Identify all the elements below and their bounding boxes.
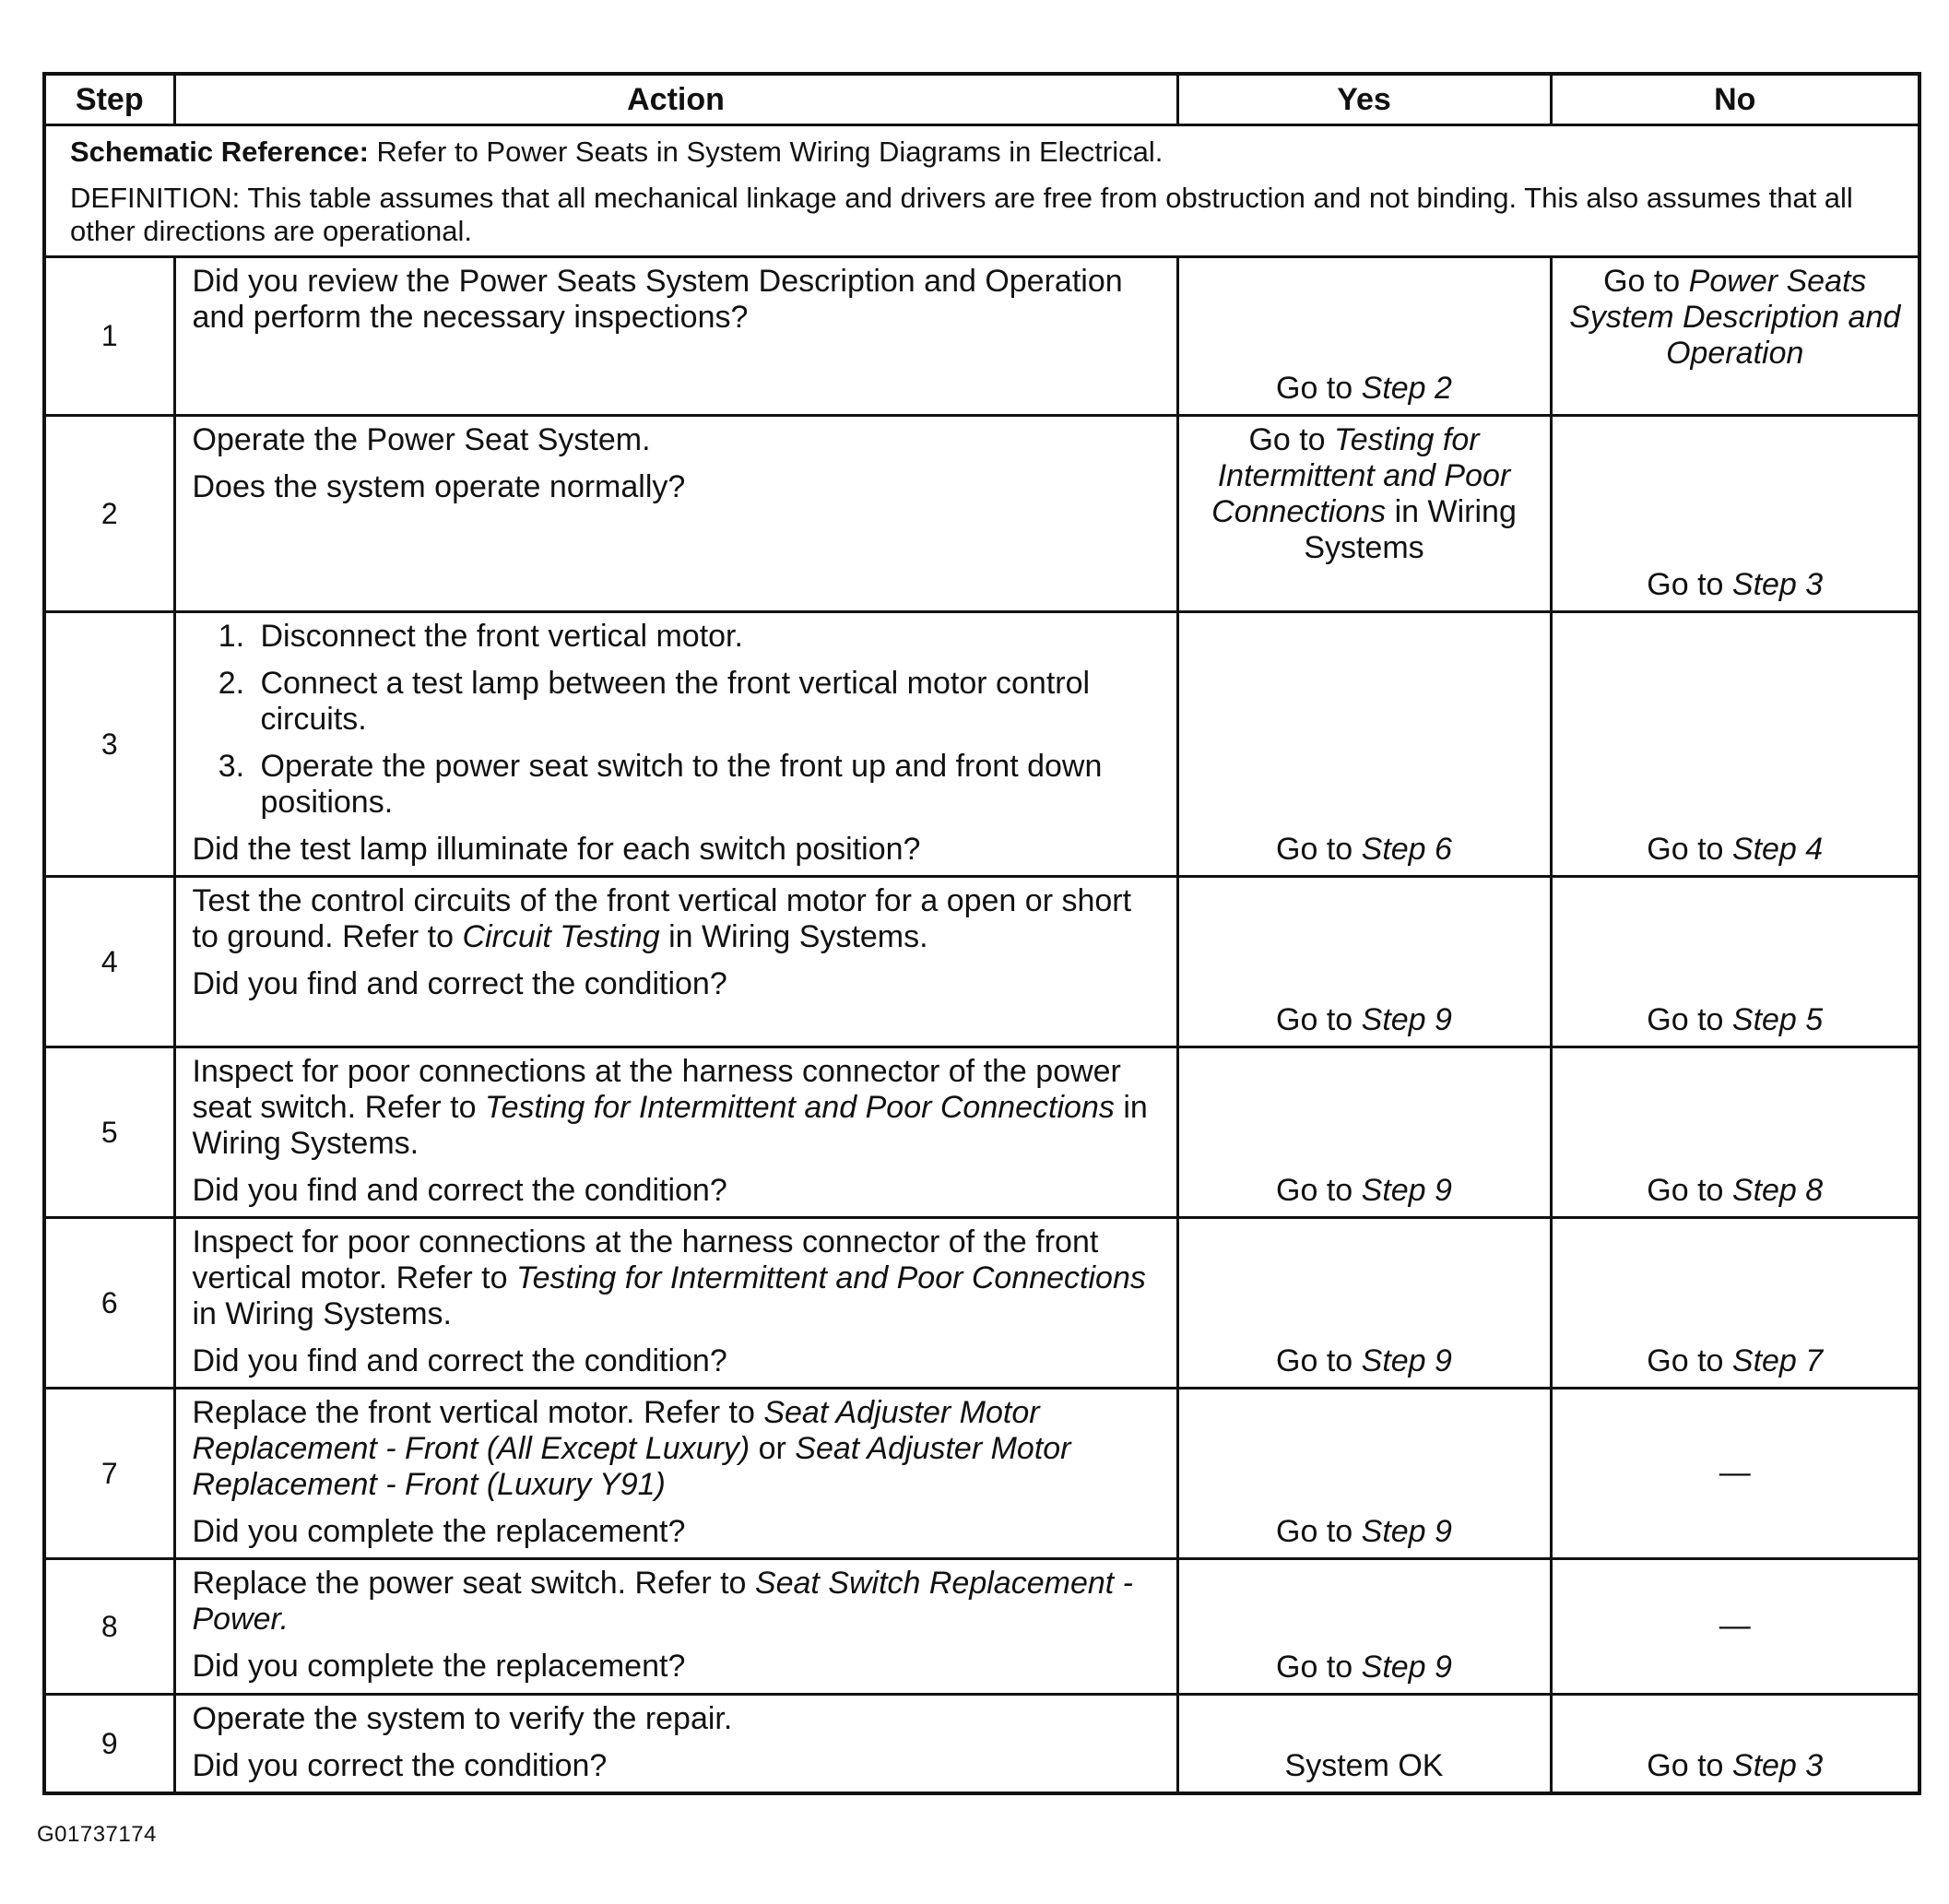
info-cell: [44, 125, 1919, 257]
reference-link-text: Step 9: [1361, 1173, 1452, 1208]
action-step-item: [254, 666, 1160, 738]
text-run: Does the system operate normally?: [192, 469, 686, 504]
text-run: —: [1719, 1454, 1751, 1490]
yes-result-cell: [1177, 612, 1551, 877]
reference-link-text: Seat Adjuster Motor Replacement - Front (Luxury Y91): [192, 1431, 1071, 1502]
yes-result-cell: [1177, 1389, 1551, 1559]
reference-link-text: Testing for Intermittent and Poor Connections: [1211, 422, 1511, 529]
text-run: Go to: [1647, 1173, 1732, 1208]
diagnostic-table: [42, 72, 1921, 1795]
text-run: Go to: [1248, 422, 1335, 457]
info-row: [44, 125, 1919, 257]
schematic-label: Schematic Reference:: [70, 136, 369, 168]
yes-result-cell: [1177, 416, 1551, 612]
action-paragraph: [193, 1701, 1160, 1737]
action-paragraph: [193, 1566, 1160, 1638]
text-run: Did you find and correct the condition?: [192, 966, 727, 1001]
text-run: Did you complete the replacement?: [192, 1649, 686, 1684]
table-row: [44, 1559, 1919, 1695]
reference-link-text: Power Seats System Description and Operation: [1569, 264, 1901, 371]
text-run: Disconnect the front vertical motor.: [260, 619, 743, 654]
header-step: Step: [44, 74, 174, 125]
text-run: in Wiring Systems.: [659, 919, 928, 954]
step-number: 3: [44, 612, 174, 877]
figure-id: G01737174: [37, 1822, 157, 1847]
action-cell: [174, 1559, 1177, 1695]
action-paragraph: [193, 883, 1160, 955]
text-run: Operate the power seat switch to the front up and front down positions.: [260, 749, 1103, 820]
text-run: Go to: [1603, 264, 1689, 299]
yes-result-cell: [1177, 1695, 1551, 1794]
reference-link-text: Step 5: [1731, 1002, 1824, 1037]
text-run: Go to: [1647, 832, 1732, 867]
reference-link-text: Step 9: [1361, 1650, 1452, 1685]
reference-link-text: Testing for Intermittent and Poor Connections: [484, 1090, 1115, 1125]
text-run: Inspect for poor connections at the harness connector of the power seat switch. Refer to: [192, 1054, 1121, 1125]
reference-link-text: Step 7: [1731, 1343, 1824, 1378]
header-yes: Yes: [1177, 74, 1551, 125]
action-cell: [174, 1389, 1177, 1559]
table-row: [44, 1389, 1919, 1559]
action-paragraph: [193, 422, 1160, 458]
step-number: 7: [44, 1389, 174, 1559]
reference-link-text: Step 3: [1731, 567, 1824, 602]
action-cell: [174, 612, 1177, 877]
yes-result-cell: [1177, 877, 1551, 1047]
action-paragraph: [193, 1343, 1160, 1379]
action-paragraph: [193, 1395, 1160, 1503]
header-no: No: [1551, 74, 1919, 125]
no-result-cell: [1551, 1218, 1919, 1389]
action-cell: [174, 877, 1177, 1047]
step-number: 1: [44, 257, 174, 416]
reference-link-text: Step 8: [1731, 1173, 1824, 1208]
schematic-text: Refer to Power Seats in System Wiring Diagrams in Electrical.: [368, 136, 1163, 168]
text-run: Operate the Power Seat System.: [192, 422, 651, 457]
no-result-cell: [1551, 1047, 1919, 1218]
text-run: Did you review the Power Seats System Description and Operation and perform the necessary inspections?: [192, 264, 1123, 335]
text-run: in Wiring Systems.: [192, 1090, 1148, 1161]
reference-link-text: Step 9: [1361, 1002, 1452, 1037]
table-row: [44, 1695, 1919, 1794]
schematic-reference: [70, 136, 1894, 169]
table-row: [44, 1047, 1919, 1218]
text-run: System OK: [1284, 1748, 1444, 1783]
text-run: Go to: [1276, 1343, 1362, 1378]
action-cell: [174, 1047, 1177, 1218]
yes-result-cell: [1177, 1047, 1551, 1218]
text-run: Go to: [1647, 1748, 1732, 1783]
reference-link-text: Seat Switch Replacement - Power.: [192, 1566, 1133, 1637]
reference-link-text: Testing for Intermittent and Poor Connections: [515, 1260, 1146, 1295]
reference-link-text: Step 9: [1361, 1514, 1452, 1549]
no-result-cell: [1551, 1559, 1919, 1695]
yes-result-cell: [1177, 257, 1551, 416]
text-run: Go to: [1647, 1343, 1732, 1378]
yes-result-cell: [1177, 1559, 1551, 1695]
action-cell: [174, 1218, 1177, 1389]
no-result-cell: [1551, 612, 1919, 877]
text-run: Did you find and correct the condition?: [192, 1343, 727, 1378]
table-row: [44, 612, 1919, 877]
text-run: Go to: [1276, 1173, 1362, 1208]
step-number: 4: [44, 877, 174, 1047]
text-run: Go to: [1647, 567, 1732, 602]
text-run: Did the test lamp illuminate for each switch position?: [192, 832, 921, 867]
no-result-cell: [1551, 257, 1919, 416]
header-action: Action: [174, 74, 1177, 125]
text-run: Connect a test lamp between the front vertical motor control circuits.: [260, 666, 1091, 737]
reference-link-text: Step 9: [1361, 1343, 1452, 1378]
action-paragraph: [193, 469, 1160, 505]
no-result-cell: [1551, 1389, 1919, 1559]
action-paragraph: [193, 1224, 1160, 1332]
text-run: Did you correct the condition?: [192, 1748, 608, 1783]
reference-link-text: Step 2: [1361, 371, 1452, 406]
action-cell: [174, 257, 1177, 416]
text-run: Go to: [1276, 371, 1362, 406]
table-row: [44, 1218, 1919, 1389]
reference-link-text: Step 4: [1731, 832, 1824, 867]
text-run: —: [1719, 1607, 1751, 1643]
text-run: in Wiring Systems: [1304, 494, 1517, 565]
definition-text: DEFINITION: This table assumes that all mechanical linkage and drivers are free from obstruction and not binding. This also assumes that all other directions are operational.: [70, 182, 1853, 247]
text-run: in Wiring Systems.: [192, 1296, 452, 1331]
action-cell: [174, 416, 1177, 612]
table-body: [44, 125, 1919, 1794]
action-paragraph: [193, 1173, 1160, 1209]
reference-link-text: Seat Adjuster Motor Replacement - Front (All Except Luxury): [192, 1395, 1040, 1466]
step-number: 2: [44, 416, 174, 612]
action-paragraph: [193, 1054, 1160, 1162]
yes-result-cell: [1177, 1218, 1551, 1389]
text-run: Go to: [1276, 1514, 1362, 1549]
no-result-cell: [1551, 877, 1919, 1047]
text-run: Go to: [1276, 1002, 1362, 1037]
table-row: [44, 416, 1919, 612]
reference-link-text: Step 3: [1731, 1748, 1824, 1783]
action-paragraph: [193, 832, 1160, 868]
table-row: [44, 877, 1919, 1047]
action-paragraph: [193, 264, 1160, 336]
text-run: Go to: [1647, 1002, 1732, 1037]
action-steps-list: [193, 619, 1160, 821]
header-row: [44, 74, 1919, 125]
action-paragraph: [193, 1748, 1160, 1784]
step-number: 5: [44, 1047, 174, 1218]
no-result-cell: [1551, 416, 1919, 612]
reference-link-text: Circuit Testing: [462, 919, 660, 954]
action-paragraph: [193, 1514, 1160, 1550]
text-run: or: [750, 1431, 796, 1466]
reference-link-text: Step 6: [1361, 832, 1452, 867]
step-number: 6: [44, 1218, 174, 1389]
text-run: Go to: [1276, 832, 1362, 867]
action-paragraph: [193, 966, 1160, 1002]
action-step-item: [254, 749, 1160, 821]
step-number: 8: [44, 1559, 174, 1695]
text-run: Operate the system to verify the repair.: [192, 1701, 733, 1736]
text-run: Go to: [1276, 1650, 1362, 1685]
text-run: Replace the front vertical motor. Refer to: [192, 1395, 764, 1430]
action-step-item: [254, 619, 1160, 655]
table-row: [44, 257, 1919, 416]
action-paragraph: [193, 1649, 1160, 1685]
text-run: Replace the power seat switch. Refer to: [192, 1566, 755, 1601]
text-run: Test the control circuits of the front vertical motor for a open or short to ground. Refer to: [192, 883, 1132, 954]
action-cell: [174, 1695, 1177, 1794]
text-run: Did you complete the replacement?: [192, 1514, 686, 1549]
step-number: 9: [44, 1695, 174, 1794]
text-run: Did you find and correct the condition?: [192, 1173, 727, 1208]
no-result-cell: [1551, 1695, 1919, 1794]
text-run: Inspect for poor connections at the harness connector of the front vertical motor. Refer to: [192, 1224, 1099, 1295]
